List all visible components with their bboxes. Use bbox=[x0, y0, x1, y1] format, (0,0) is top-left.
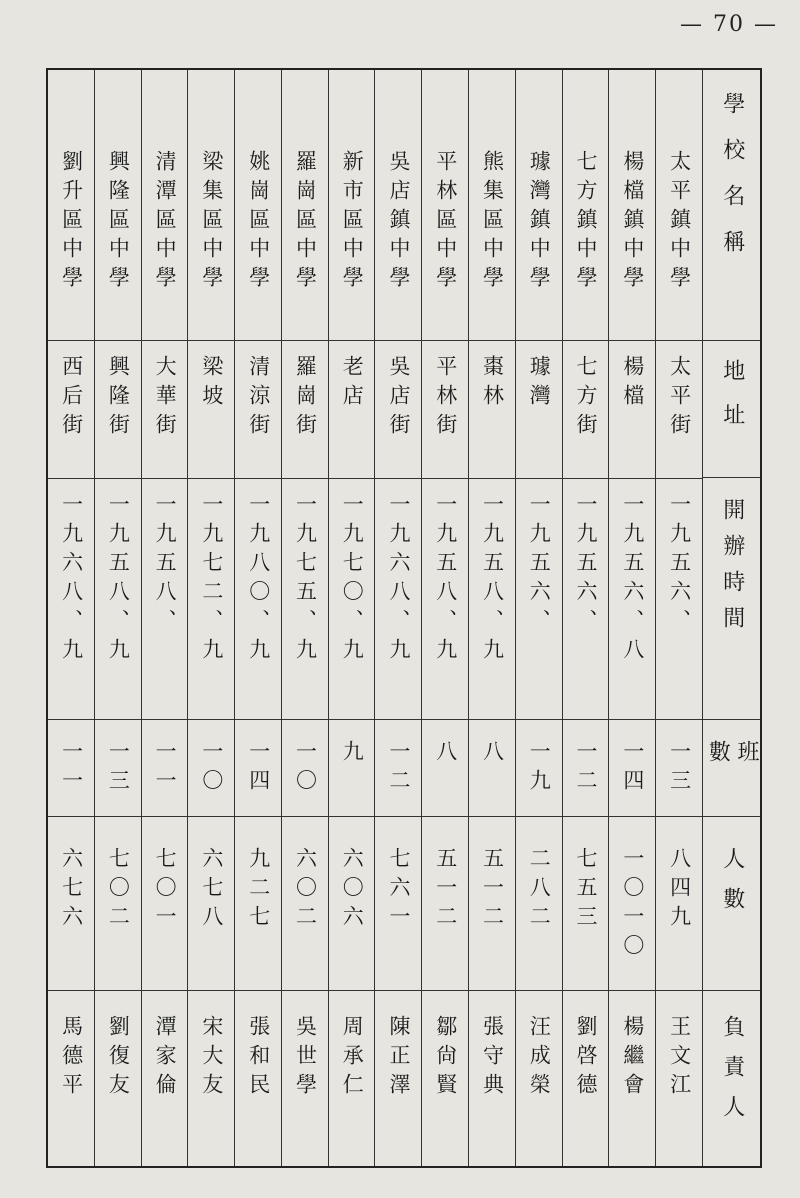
school-address: 興隆街 bbox=[95, 341, 141, 478]
header-founded: 開辦時間 bbox=[703, 478, 760, 719]
school-founded: 一九五八、九 bbox=[95, 479, 141, 720]
school-name: 七方鎮中學 bbox=[563, 70, 609, 341]
school-head: 劉復友 bbox=[106, 1014, 131, 1102]
school-students: 七〇一 bbox=[142, 817, 188, 990]
school-column bbox=[608, 70, 655, 1166]
school-classes: 一二 bbox=[375, 720, 421, 818]
school-name: 羅崗區中學 bbox=[282, 70, 328, 341]
school-classes: 一〇 bbox=[188, 720, 234, 818]
header-students: 人數 bbox=[703, 817, 760, 990]
school-head: 楊繼會 bbox=[620, 1014, 645, 1102]
school-students: 六七六 bbox=[48, 817, 94, 990]
school-students: 七五三 bbox=[563, 817, 609, 990]
school-head: 周承仁 bbox=[340, 1014, 365, 1102]
school-address: 清涼街 bbox=[235, 341, 281, 478]
school-address: 七方街 bbox=[563, 341, 609, 478]
school-head: 吳世學 bbox=[293, 1014, 318, 1102]
school-students: 八四九 bbox=[656, 817, 702, 990]
page-number: — 70 — bbox=[680, 12, 778, 37]
school-classes: 一九 bbox=[516, 720, 562, 818]
schools-table bbox=[46, 68, 762, 1168]
school-column bbox=[48, 70, 94, 1166]
school-column bbox=[187, 70, 234, 1166]
school-name: 熊集區中學 bbox=[469, 70, 515, 341]
school-name: 平林區中學 bbox=[422, 70, 468, 341]
school-name: 吳店鎮中學 bbox=[375, 70, 421, 341]
school-column bbox=[328, 70, 375, 1166]
school-column bbox=[468, 70, 515, 1166]
school-address: 吳店街 bbox=[375, 341, 421, 478]
school-name: 清潭區中學 bbox=[142, 70, 188, 341]
school-classes: 一三 bbox=[656, 720, 702, 818]
school-address: 太平街 bbox=[656, 341, 702, 478]
school-column bbox=[655, 70, 702, 1166]
school-students: 二八二 bbox=[516, 817, 562, 990]
header-classes: 班數 bbox=[703, 720, 760, 818]
school-head: 王文江 bbox=[667, 1014, 692, 1102]
school-students: 七〇二 bbox=[95, 817, 141, 990]
school-head: 劉啓德 bbox=[574, 1014, 599, 1102]
school-founded: 一九五六、 bbox=[656, 479, 702, 720]
header-address: 地址 bbox=[703, 341, 760, 479]
school-name: 璩灣鎮中學 bbox=[516, 70, 562, 341]
school-column bbox=[374, 70, 421, 1166]
school-founded: 一九五八、 bbox=[142, 479, 188, 720]
school-column bbox=[281, 70, 328, 1166]
school-name: 劉升區中學 bbox=[48, 70, 94, 341]
school-classes: 一一 bbox=[48, 720, 94, 818]
school-address: 羅崗街 bbox=[282, 341, 328, 478]
school-column bbox=[562, 70, 609, 1166]
school-classes: 一〇 bbox=[282, 720, 328, 818]
school-students: 六〇二 bbox=[282, 817, 328, 990]
school-address: 大華街 bbox=[142, 341, 188, 478]
school-students: 七六一 bbox=[375, 817, 421, 990]
school-founded: 一九五六、 bbox=[516, 479, 562, 720]
school-column bbox=[421, 70, 468, 1166]
school-founded: 一九五六、八 bbox=[609, 479, 655, 720]
school-founded: 一九七五、九 bbox=[282, 479, 328, 720]
school-column bbox=[94, 70, 141, 1166]
school-address: 璩灣 bbox=[516, 341, 562, 478]
school-students: 五一二 bbox=[422, 817, 468, 990]
school-students: 一〇一〇 bbox=[609, 817, 655, 990]
school-classes: 八 bbox=[469, 720, 515, 818]
school-column bbox=[515, 70, 562, 1166]
school-head: 張守典 bbox=[480, 1014, 505, 1102]
school-classes: 一二 bbox=[563, 720, 609, 818]
school-founded: 一九七〇、九 bbox=[329, 479, 375, 720]
school-head: 鄒尙賢 bbox=[433, 1014, 458, 1102]
school-founded: 一九五八、九 bbox=[422, 479, 468, 720]
school-students: 五一二 bbox=[469, 817, 515, 990]
school-address: 平林街 bbox=[422, 341, 468, 478]
school-head: 潭家倫 bbox=[153, 1014, 178, 1102]
school-address: 梁坡 bbox=[188, 341, 234, 478]
school-head: 張和民 bbox=[246, 1014, 271, 1102]
school-address: 老店 bbox=[329, 341, 375, 478]
school-head: 宋大友 bbox=[199, 1014, 224, 1102]
school-founded: 一九六八、九 bbox=[48, 479, 94, 720]
school-founded: 一九八〇、九 bbox=[235, 479, 281, 720]
school-head: 馬德平 bbox=[59, 1014, 84, 1102]
school-address: 楊檔 bbox=[609, 341, 655, 478]
school-founded: 一九五八、九 bbox=[469, 479, 515, 720]
school-address: 西后街 bbox=[48, 341, 94, 478]
school-classes: 九 bbox=[329, 720, 375, 818]
school-address: 棗林 bbox=[469, 341, 515, 478]
header-head: 負責人 bbox=[719, 1014, 745, 1135]
header-school-name: 學校名稱 bbox=[703, 70, 760, 341]
school-column bbox=[234, 70, 281, 1166]
school-students: 六〇六 bbox=[329, 817, 375, 990]
school-classes: 一四 bbox=[609, 720, 655, 818]
school-classes: 一三 bbox=[95, 720, 141, 818]
school-classes: 八 bbox=[422, 720, 468, 818]
school-name: 興隆區中學 bbox=[95, 70, 141, 341]
school-name: 姚崗區中學 bbox=[235, 70, 281, 341]
school-founded: 一九七二、九 bbox=[188, 479, 234, 720]
school-name: 梁集區中學 bbox=[188, 70, 234, 341]
school-name: 新市區中學 bbox=[329, 70, 375, 341]
header-column bbox=[702, 70, 760, 1166]
school-head: 陳正澤 bbox=[386, 1014, 411, 1102]
school-founded: 一九六八、九 bbox=[375, 479, 421, 720]
school-name: 楊檔鎮中學 bbox=[609, 70, 655, 341]
school-column bbox=[141, 70, 188, 1166]
school-students: 六七八 bbox=[188, 817, 234, 990]
school-head: 汪成榮 bbox=[527, 1014, 552, 1102]
school-name: 太平鎮中學 bbox=[656, 70, 702, 341]
school-students: 九二七 bbox=[235, 817, 281, 990]
school-classes: 一四 bbox=[235, 720, 281, 818]
school-classes: 一一 bbox=[142, 720, 188, 818]
school-founded: 一九五六、 bbox=[563, 479, 609, 720]
